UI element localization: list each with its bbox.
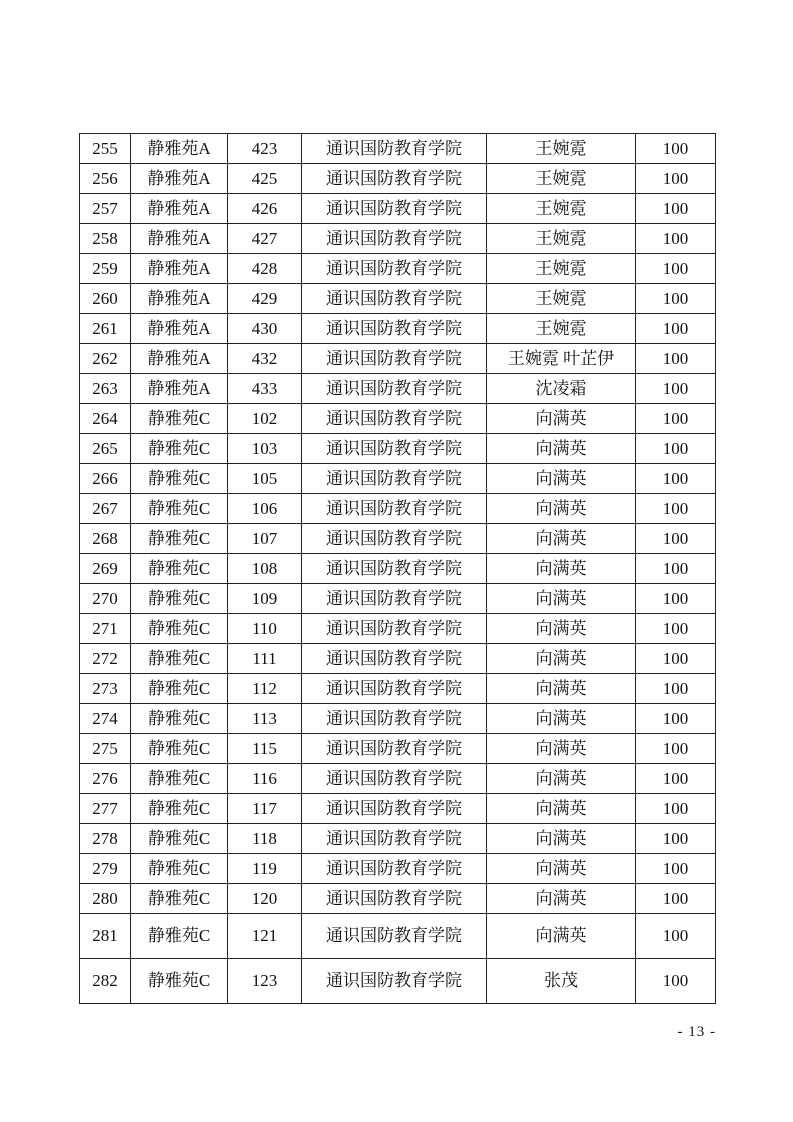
score-cell: 100 [636, 404, 716, 434]
table-row [80, 824, 716, 854]
contact-person-cell: 向满英 [487, 674, 636, 704]
room-number-cell: 433 [228, 374, 302, 404]
score-cell: 100 [636, 554, 716, 584]
building-cell: 静雅苑A [131, 314, 228, 344]
room-number-cell: 427 [228, 224, 302, 254]
college-cell: 通识国防教育学院 [302, 794, 487, 824]
building-cell: 静雅苑C [131, 854, 228, 884]
table-row [80, 224, 716, 254]
table-row [80, 674, 716, 704]
score-cell: 100 [636, 224, 716, 254]
room-number-cell: 123 [228, 959, 302, 1004]
room-number-cell: 432 [228, 344, 302, 374]
room-number-cell: 111 [228, 644, 302, 674]
building-cell: 静雅苑C [131, 584, 228, 614]
college-cell: 通识国防教育学院 [302, 344, 487, 374]
college-cell: 通识国防教育学院 [302, 314, 487, 344]
room-number-cell: 430 [228, 314, 302, 344]
contact-person-cell: 王婉霓 [487, 164, 636, 194]
building-cell: 静雅苑C [131, 674, 228, 704]
contact-person-cell: 向满英 [487, 494, 636, 524]
score-cell: 100 [636, 344, 716, 374]
room-number-cell: 109 [228, 584, 302, 614]
contact-person-cell: 向满英 [487, 554, 636, 584]
table-row [80, 614, 716, 644]
room-number-cell: 425 [228, 164, 302, 194]
building-cell: 静雅苑C [131, 824, 228, 854]
college-cell: 通识国防教育学院 [302, 494, 487, 524]
room-number-cell: 103 [228, 434, 302, 464]
dormitory-score-table [79, 133, 716, 1004]
college-cell: 通识国防教育学院 [302, 284, 487, 314]
contact-person-cell: 向满英 [487, 584, 636, 614]
table-row [80, 554, 716, 584]
contact-person-cell: 向满英 [487, 404, 636, 434]
contact-person-cell: 向满英 [487, 824, 636, 854]
row-number-cell: 265 [80, 434, 131, 464]
college-cell: 通识国防教育学院 [302, 224, 487, 254]
row-number-cell: 259 [80, 254, 131, 284]
building-cell: 静雅苑C [131, 734, 228, 764]
row-number-cell: 257 [80, 194, 131, 224]
row-number-cell: 271 [80, 614, 131, 644]
building-cell: 静雅苑A [131, 224, 228, 254]
room-number-cell: 423 [228, 134, 302, 164]
row-number-cell: 275 [80, 734, 131, 764]
building-cell: 静雅苑A [131, 344, 228, 374]
table-row [80, 764, 716, 794]
building-cell: 静雅苑A [131, 164, 228, 194]
room-number-cell: 120 [228, 884, 302, 914]
row-number-cell: 261 [80, 314, 131, 344]
contact-person-cell: 向满英 [487, 704, 636, 734]
table-row [80, 194, 716, 224]
building-cell: 静雅苑C [131, 644, 228, 674]
contact-person-cell: 王婉霓 [487, 224, 636, 254]
room-number-cell: 121 [228, 914, 302, 959]
table-row [80, 524, 716, 554]
contact-person-cell: 向满英 [487, 614, 636, 644]
score-cell: 100 [636, 674, 716, 704]
building-cell: 静雅苑C [131, 884, 228, 914]
table-row [80, 644, 716, 674]
college-cell: 通识国防教育学院 [302, 884, 487, 914]
college-cell: 通识国防教育学院 [302, 524, 487, 554]
score-cell: 100 [636, 854, 716, 884]
row-number-cell: 266 [80, 464, 131, 494]
contact-person-cell: 向满英 [487, 884, 636, 914]
score-cell: 100 [636, 314, 716, 344]
contact-person-cell: 王婉霓 [487, 314, 636, 344]
score-cell: 100 [636, 194, 716, 224]
room-number-cell: 108 [228, 554, 302, 584]
college-cell: 通识国防教育学院 [302, 644, 487, 674]
row-number-cell: 274 [80, 704, 131, 734]
table-row [80, 464, 716, 494]
college-cell: 通识国防教育学院 [302, 914, 487, 959]
college-cell: 通识国防教育学院 [302, 164, 487, 194]
college-cell: 通识国防教育学院 [302, 764, 487, 794]
building-cell: 静雅苑C [131, 704, 228, 734]
row-number-cell: 281 [80, 914, 131, 959]
row-number-cell: 269 [80, 554, 131, 584]
table-row [80, 734, 716, 764]
row-number-cell: 276 [80, 764, 131, 794]
building-cell: 静雅苑C [131, 764, 228, 794]
contact-person-cell: 张茂 [487, 959, 636, 1004]
contact-person-cell: 向满英 [487, 794, 636, 824]
room-number-cell: 426 [228, 194, 302, 224]
score-cell: 100 [636, 434, 716, 464]
room-number-cell: 115 [228, 734, 302, 764]
room-number-cell: 106 [228, 494, 302, 524]
contact-person-cell: 沈凌霜 [487, 374, 636, 404]
score-cell: 100 [636, 284, 716, 314]
room-number-cell: 112 [228, 674, 302, 704]
building-cell: 静雅苑C [131, 464, 228, 494]
score-cell: 100 [636, 794, 716, 824]
room-number-cell: 113 [228, 704, 302, 734]
score-cell: 100 [636, 524, 716, 554]
table-row [80, 584, 716, 614]
page-number: - 13 - [677, 1024, 716, 1040]
building-cell: 静雅苑C [131, 434, 228, 464]
room-number-cell: 107 [228, 524, 302, 554]
score-cell: 100 [636, 884, 716, 914]
room-number-cell: 118 [228, 824, 302, 854]
college-cell: 通识国防教育学院 [302, 134, 487, 164]
score-cell: 100 [636, 254, 716, 284]
college-cell: 通识国防教育学院 [302, 194, 487, 224]
building-cell: 静雅苑A [131, 134, 228, 164]
score-cell: 100 [636, 914, 716, 959]
building-cell: 静雅苑A [131, 254, 228, 284]
score-cell: 100 [636, 494, 716, 524]
score-cell: 100 [636, 464, 716, 494]
contact-person-cell: 王婉霓 叶芷伊 [487, 344, 636, 374]
college-cell: 通识国防教育学院 [302, 734, 487, 764]
score-cell: 100 [636, 584, 716, 614]
room-number-cell: 116 [228, 764, 302, 794]
contact-person-cell: 向满英 [487, 854, 636, 884]
building-cell: 静雅苑C [131, 494, 228, 524]
table-row [80, 884, 716, 914]
building-cell: 静雅苑C [131, 554, 228, 584]
score-cell: 100 [636, 134, 716, 164]
building-cell: 静雅苑C [131, 614, 228, 644]
row-number-cell: 255 [80, 134, 131, 164]
row-number-cell: 268 [80, 524, 131, 554]
table-row [80, 854, 716, 884]
row-number-cell: 272 [80, 644, 131, 674]
table-row [80, 374, 716, 404]
row-number-cell: 267 [80, 494, 131, 524]
college-cell: 通识国防教育学院 [302, 704, 487, 734]
row-number-cell: 256 [80, 164, 131, 194]
room-number-cell: 117 [228, 794, 302, 824]
building-cell: 静雅苑C [131, 914, 228, 959]
score-cell: 100 [636, 374, 716, 404]
row-number-cell: 277 [80, 794, 131, 824]
contact-person-cell: 王婉霓 [487, 134, 636, 164]
college-cell: 通识国防教育学院 [302, 554, 487, 584]
row-number-cell: 263 [80, 374, 131, 404]
college-cell: 通识国防教育学院 [302, 824, 487, 854]
score-cell: 100 [636, 824, 716, 854]
table-row [80, 959, 716, 1004]
room-number-cell: 102 [228, 404, 302, 434]
building-cell: 静雅苑A [131, 194, 228, 224]
room-number-cell: 429 [228, 284, 302, 314]
row-number-cell: 264 [80, 404, 131, 434]
row-number-cell: 279 [80, 854, 131, 884]
contact-person-cell: 王婉霓 [487, 254, 636, 284]
college-cell: 通识国防教育学院 [302, 434, 487, 464]
college-cell: 通识国防教育学院 [302, 374, 487, 404]
building-cell: 静雅苑C [131, 524, 228, 554]
table-row [80, 704, 716, 734]
row-number-cell: 282 [80, 959, 131, 1004]
college-cell: 通识国防教育学院 [302, 854, 487, 884]
table-row [80, 794, 716, 824]
score-cell: 100 [636, 734, 716, 764]
score-cell: 100 [636, 644, 716, 674]
row-number-cell: 262 [80, 344, 131, 374]
table-row [80, 914, 716, 959]
row-number-cell: 270 [80, 584, 131, 614]
room-number-cell: 428 [228, 254, 302, 284]
college-cell: 通识国防教育学院 [302, 254, 487, 284]
contact-person-cell: 王婉霓 [487, 284, 636, 314]
building-cell: 静雅苑C [131, 404, 228, 434]
college-cell: 通识国防教育学院 [302, 614, 487, 644]
row-number-cell: 278 [80, 824, 131, 854]
score-cell: 100 [636, 614, 716, 644]
score-cell: 100 [636, 764, 716, 794]
table-row [80, 494, 716, 524]
score-cell: 100 [636, 164, 716, 194]
row-number-cell: 273 [80, 674, 131, 704]
contact-person-cell: 向满英 [487, 524, 636, 554]
contact-person-cell: 向满英 [487, 764, 636, 794]
college-cell: 通识国防教育学院 [302, 959, 487, 1004]
table-row [80, 164, 716, 194]
table-row [80, 344, 716, 374]
room-number-cell: 110 [228, 614, 302, 644]
table-row [80, 134, 716, 164]
table-row [80, 434, 716, 464]
row-number-cell: 260 [80, 284, 131, 314]
contact-person-cell: 向满英 [487, 464, 636, 494]
building-cell: 静雅苑C [131, 959, 228, 1004]
college-cell: 通识国防教育学院 [302, 464, 487, 494]
college-cell: 通识国防教育学院 [302, 674, 487, 704]
table-row [80, 284, 716, 314]
contact-person-cell: 向满英 [487, 914, 636, 959]
table-row [80, 404, 716, 434]
college-cell: 通识国防教育学院 [302, 584, 487, 614]
row-number-cell: 280 [80, 884, 131, 914]
college-cell: 通识国防教育学院 [302, 404, 487, 434]
table-body [80, 134, 716, 1004]
score-cell: 100 [636, 959, 716, 1004]
building-cell: 静雅苑C [131, 794, 228, 824]
score-cell: 100 [636, 704, 716, 734]
contact-person-cell: 向满英 [487, 644, 636, 674]
row-number-cell: 258 [80, 224, 131, 254]
contact-person-cell: 王婉霓 [487, 194, 636, 224]
room-number-cell: 119 [228, 854, 302, 884]
room-number-cell: 105 [228, 464, 302, 494]
table-row [80, 314, 716, 344]
contact-person-cell: 向满英 [487, 434, 636, 464]
building-cell: 静雅苑A [131, 374, 228, 404]
building-cell: 静雅苑A [131, 284, 228, 314]
contact-person-cell: 向满英 [487, 734, 636, 764]
table-row [80, 254, 716, 284]
